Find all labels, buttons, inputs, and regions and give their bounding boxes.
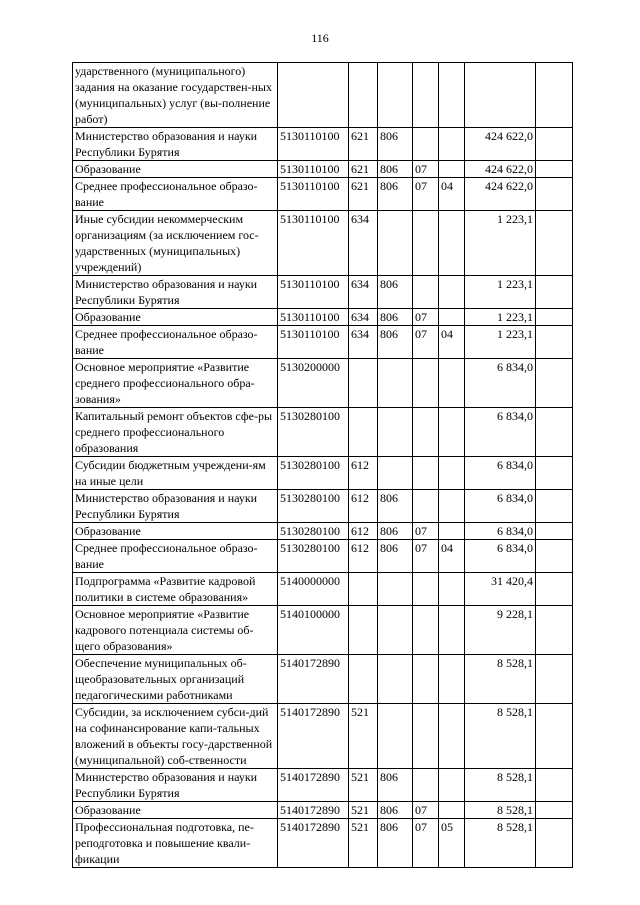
administrator-code-cell: 806 (378, 523, 413, 540)
row-name-cell: Основное мероприятие «Развитие кадрового потенциала системы об-щего образования» (73, 606, 278, 655)
row-name-cell: Капитальный ремонт объектов сфе-ры среднего профессионального образования (73, 408, 278, 457)
row-name-cell: Субсидии, за исключением субси-дий на софинансирование капи-тальных вложений в объекты госу-дарственной (муниципальной) соб-ственности (73, 704, 278, 769)
amount-cell: 1 223,1 (465, 326, 536, 359)
section-code-cell (413, 769, 439, 802)
table-row (73, 540, 573, 573)
administrator-code-cell: 806 (378, 326, 413, 359)
row-name-cell: Обеспечение муниципальных об-щеобразовательных организаций педагогическими работниками (73, 655, 278, 704)
row-name-cell: Иные субсидии некоммерческим организациям (за исключением гос-ударственных (муниципальных) учреждений) (73, 211, 278, 276)
amount-cell: 8 528,1 (465, 819, 536, 868)
amount-cell: 9 228,1 (465, 606, 536, 655)
amount-cell (465, 63, 536, 128)
target-article-code-cell: 5130280100 (278, 457, 349, 490)
amount-cell: 6 834,0 (465, 359, 536, 408)
subsection-code-cell (439, 606, 465, 655)
subsection-code-cell (439, 523, 465, 540)
row-name-cell: Министерство образования и науки Республики Бурятия (73, 128, 278, 161)
amount-cell: 8 528,1 (465, 802, 536, 819)
subsection-code-cell: 04 (439, 326, 465, 359)
table-row (73, 490, 573, 523)
page-number: 116 (311, 31, 329, 45)
section-code-cell (413, 490, 439, 523)
amount-cell: 8 528,1 (465, 704, 536, 769)
table-row (73, 211, 573, 276)
expense-type-cell: 612 (349, 490, 378, 523)
administrator-code-cell: 806 (378, 490, 413, 523)
table-row (73, 606, 573, 655)
table-row (73, 63, 573, 128)
row-name-cell: Субсидии бюджетным учреждени-ям на иные цели (73, 457, 278, 490)
row-name-cell: Образование (73, 161, 278, 178)
subsection-code-cell (439, 408, 465, 457)
subsection-code-cell (439, 704, 465, 769)
row-name-cell: Профессиональная подготовка, пе-реподготовка и повышение квали-фикации (73, 819, 278, 868)
extra-cell (536, 326, 573, 359)
subsection-code-cell (439, 63, 465, 128)
section-code-cell: 07 (413, 540, 439, 573)
row-name-cell: ударственного (муниципального) задания на оказание государствен-ных (муниципальных) услуг (вы-полнение работ) (73, 63, 278, 128)
extra-cell (536, 802, 573, 819)
section-code-cell (413, 457, 439, 490)
amount-cell: 6 834,0 (465, 523, 536, 540)
expense-type-cell: 621 (349, 128, 378, 161)
target-article-code-cell: 5140172890 (278, 802, 349, 819)
table-row (73, 359, 573, 408)
section-code-cell (413, 359, 439, 408)
section-code-cell (413, 408, 439, 457)
expense-type-cell: 634 (349, 276, 378, 309)
expense-type-cell: 521 (349, 704, 378, 769)
extra-cell (536, 769, 573, 802)
amount-cell: 8 528,1 (465, 769, 536, 802)
subsection-code-cell: 05 (439, 819, 465, 868)
table-row (73, 276, 573, 309)
budget-table (72, 62, 573, 868)
subsection-code-cell (439, 655, 465, 704)
subsection-code-cell (439, 161, 465, 178)
expense-type-cell: 621 (349, 161, 378, 178)
table-row (73, 655, 573, 704)
expense-type-cell (349, 359, 378, 408)
section-code-cell (413, 63, 439, 128)
target-article-code-cell: 5130110100 (278, 309, 349, 326)
expense-type-cell (349, 573, 378, 606)
amount-cell: 8 528,1 (465, 655, 536, 704)
administrator-code-cell (378, 408, 413, 457)
subsection-code-cell (439, 490, 465, 523)
expense-type-cell: 612 (349, 540, 378, 573)
table-row (73, 457, 573, 490)
target-article-code-cell: 5140100000 (278, 606, 349, 655)
section-code-cell (413, 655, 439, 704)
extra-cell (536, 276, 573, 309)
expense-type-cell: 521 (349, 802, 378, 819)
amount-cell: 424 622,0 (465, 128, 536, 161)
table-row (73, 178, 573, 211)
administrator-code-cell: 806 (378, 128, 413, 161)
subsection-code-cell (439, 211, 465, 276)
section-code-cell: 07 (413, 178, 439, 211)
target-article-code-cell (278, 63, 349, 128)
row-name-cell: Среднее профессиональное образо-вание (73, 540, 278, 573)
target-article-code-cell: 5130110100 (278, 276, 349, 309)
administrator-code-cell: 806 (378, 276, 413, 309)
table-row (73, 802, 573, 819)
target-article-code-cell: 5130110100 (278, 211, 349, 276)
section-code-cell: 07 (413, 802, 439, 819)
row-name-cell: Образование (73, 309, 278, 326)
extra-cell (536, 178, 573, 211)
row-name-cell: Образование (73, 523, 278, 540)
section-code-cell (413, 573, 439, 606)
extra-cell (536, 408, 573, 457)
subsection-code-cell (439, 128, 465, 161)
table-row (73, 523, 573, 540)
expense-type-cell (349, 606, 378, 655)
section-code-cell (413, 276, 439, 309)
amount-cell: 6 834,0 (465, 490, 536, 523)
extra-cell (536, 606, 573, 655)
table-row (73, 161, 573, 178)
target-article-code-cell: 5130110100 (278, 178, 349, 211)
expense-type-cell (349, 63, 378, 128)
amount-cell: 424 622,0 (465, 161, 536, 178)
administrator-code-cell (378, 63, 413, 128)
target-article-code-cell: 5140172890 (278, 655, 349, 704)
administrator-code-cell: 806 (378, 161, 413, 178)
target-article-code-cell: 5130280100 (278, 408, 349, 457)
subsection-code-cell (439, 573, 465, 606)
expense-type-cell: 634 (349, 326, 378, 359)
table-row (73, 128, 573, 161)
expense-type-cell: 612 (349, 523, 378, 540)
extra-cell (536, 128, 573, 161)
amount-cell: 6 834,0 (465, 408, 536, 457)
administrator-code-cell (378, 704, 413, 769)
administrator-code-cell (378, 606, 413, 655)
extra-cell (536, 161, 573, 178)
row-name-cell: Образование (73, 802, 278, 819)
subsection-code-cell: 04 (439, 540, 465, 573)
table-row (73, 573, 573, 606)
extra-cell (536, 457, 573, 490)
row-name-cell: Среднее профессиональное образо-вание (73, 178, 278, 211)
section-code-cell: 07 (413, 161, 439, 178)
row-name-cell: Министерство образования и науки Республики Бурятия (73, 769, 278, 802)
extra-cell (536, 819, 573, 868)
section-code-cell (413, 128, 439, 161)
target-article-code-cell: 5130280100 (278, 490, 349, 523)
administrator-code-cell (378, 359, 413, 408)
section-code-cell: 07 (413, 309, 439, 326)
extra-cell (536, 523, 573, 540)
section-code-cell (413, 606, 439, 655)
expense-type-cell: 634 (349, 309, 378, 326)
extra-cell (536, 63, 573, 128)
extra-cell (536, 704, 573, 769)
section-code-cell (413, 704, 439, 769)
target-article-code-cell: 5130110100 (278, 128, 349, 161)
expense-type-cell: 621 (349, 178, 378, 211)
administrator-code-cell: 806 (378, 769, 413, 802)
target-article-code-cell: 5140172890 (278, 704, 349, 769)
amount-cell: 31 420,4 (465, 573, 536, 606)
target-article-code-cell: 5130110100 (278, 161, 349, 178)
administrator-code-cell (378, 573, 413, 606)
expense-type-cell (349, 655, 378, 704)
extra-cell (536, 309, 573, 326)
row-name-cell: Министерство образования и науки Республики Бурятия (73, 490, 278, 523)
amount-cell: 1 223,1 (465, 309, 536, 326)
extra-cell (536, 359, 573, 408)
extra-cell (536, 211, 573, 276)
administrator-code-cell (378, 211, 413, 276)
subsection-code-cell: 04 (439, 178, 465, 211)
target-article-code-cell: 5130280100 (278, 540, 349, 573)
administrator-code-cell: 806 (378, 802, 413, 819)
subsection-code-cell (439, 309, 465, 326)
amount-cell: 1 223,1 (465, 276, 536, 309)
expense-type-cell: 521 (349, 769, 378, 802)
administrator-code-cell: 806 (378, 178, 413, 211)
target-article-code-cell: 5140172890 (278, 769, 349, 802)
table-row (73, 769, 573, 802)
target-article-code-cell: 5140000000 (278, 573, 349, 606)
table-row (73, 309, 573, 326)
target-article-code-cell: 5130110100 (278, 326, 349, 359)
amount-cell: 6 834,0 (465, 457, 536, 490)
expense-type-cell (349, 408, 378, 457)
subsection-code-cell (439, 359, 465, 408)
target-article-code-cell: 5140172890 (278, 819, 349, 868)
table-row (73, 408, 573, 457)
extra-cell (536, 540, 573, 573)
subsection-code-cell (439, 457, 465, 490)
expense-type-cell: 521 (349, 819, 378, 868)
administrator-code-cell (378, 655, 413, 704)
amount-cell: 6 834,0 (465, 540, 536, 573)
row-name-cell: Основное мероприятие «Развитие среднего профессионального обра-зования» (73, 359, 278, 408)
expense-type-cell: 634 (349, 211, 378, 276)
section-code-cell (413, 211, 439, 276)
row-name-cell: Министерство образования и науки Республики Бурятия (73, 276, 278, 309)
administrator-code-cell (378, 457, 413, 490)
target-article-code-cell: 5130200000 (278, 359, 349, 408)
table-row (73, 326, 573, 359)
table-row (73, 819, 573, 868)
amount-cell: 1 223,1 (465, 211, 536, 276)
budget-table-body (73, 63, 573, 868)
row-name-cell: Подпрограмма «Развитие кадровой политики в системе образования» (73, 573, 278, 606)
amount-cell: 424 622,0 (465, 178, 536, 211)
target-article-code-cell: 5130280100 (278, 523, 349, 540)
subsection-code-cell (439, 802, 465, 819)
administrator-code-cell: 806 (378, 309, 413, 326)
extra-cell (536, 573, 573, 606)
administrator-code-cell: 806 (378, 540, 413, 573)
subsection-code-cell (439, 769, 465, 802)
subsection-code-cell (439, 276, 465, 309)
row-name-cell: Среднее профессиональное образо-вание (73, 326, 278, 359)
extra-cell (536, 490, 573, 523)
expense-type-cell: 612 (349, 457, 378, 490)
section-code-cell: 07 (413, 523, 439, 540)
table-row (73, 704, 573, 769)
administrator-code-cell: 806 (378, 819, 413, 868)
section-code-cell: 07 (413, 819, 439, 868)
extra-cell (536, 655, 573, 704)
section-code-cell: 07 (413, 326, 439, 359)
